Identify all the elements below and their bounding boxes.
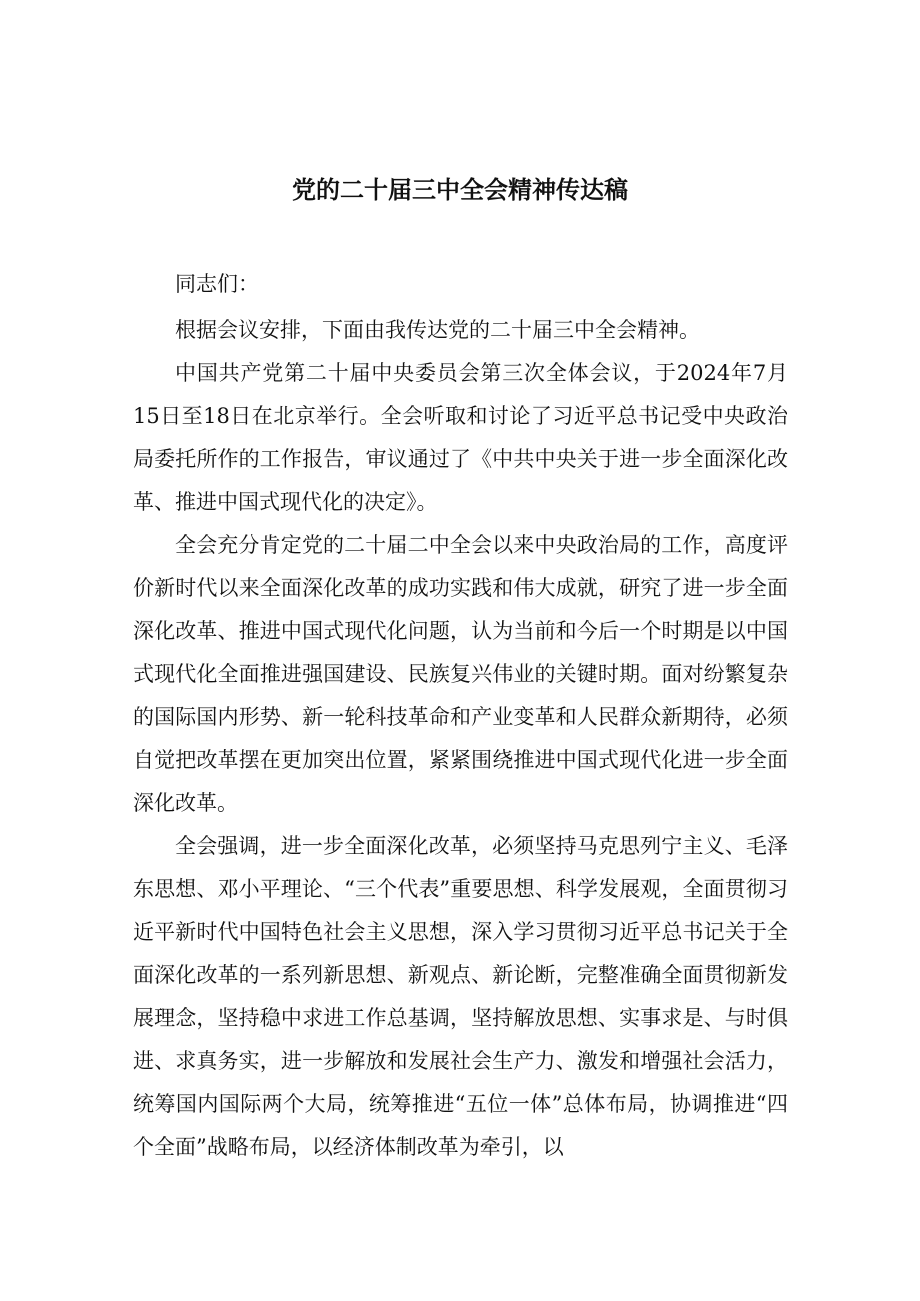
paragraph: 全会强调，进一步全面深化改革，必须坚持马克思列宁主义、毛泽东思想、邓小平理论、“三个代表”重要思想、科学发展观，全面贯彻习近平新时代中国特色社会主义思想，深入学习贯彻习近平总书记关于全面深化改革的一系列新思想、新观点、新论断，完整准确全面贯彻新发展理念，坚持稳中求进工作总基调，坚持解放思想、实事求是、与时俱进、求真务实，进一步解放和发展社会生产力、激发和增强社会活力，统筹国内国际两个大局，统筹推进“五位一体”总体布局，协调推进“四个全面”战略布局，以经济体制改革为牵引，以 — [133, 834, 788, 1159]
paragraph: 全会充分肯定党的二十届二中全会以来中央政治局的工作，高度评价新时代以来全面深化改革的成功实践和伟大成就，研究了进一步全面深化改革、推进中国式现代化问题，认为当前和今后一个时期是以中国式现代化全面推进强国建设、民族复兴伟业的关键时期。面对纷繁复杂的国际国内形势、新一轮科技革命和产业变革和人民群众新期待，必须自觉把改革摆在更加突出位置，紧紧围绕推进中国式现代化进一步全面深化改革。 — [133, 533, 788, 815]
greeting: 同志们： — [175, 272, 259, 296]
paragraph: 根据会议安排，下面由我传达党的二十届三中全会精神。 — [175, 318, 700, 342]
document-title: 党的二十届三中全会精神传达稿 — [292, 176, 628, 204]
paragraph: 中国共产党第二十届中央委员会第三次全体会议，于2024年7月15日至18日在北京举行。全会听取和讨论了习近平总书记受中央政治局委托所作的工作报告，审议通过了《中共中央关于进一步全面深化改革、推进中国式现代化的决定》。 — [133, 361, 788, 514]
document-body — [133, 263, 788, 1169]
